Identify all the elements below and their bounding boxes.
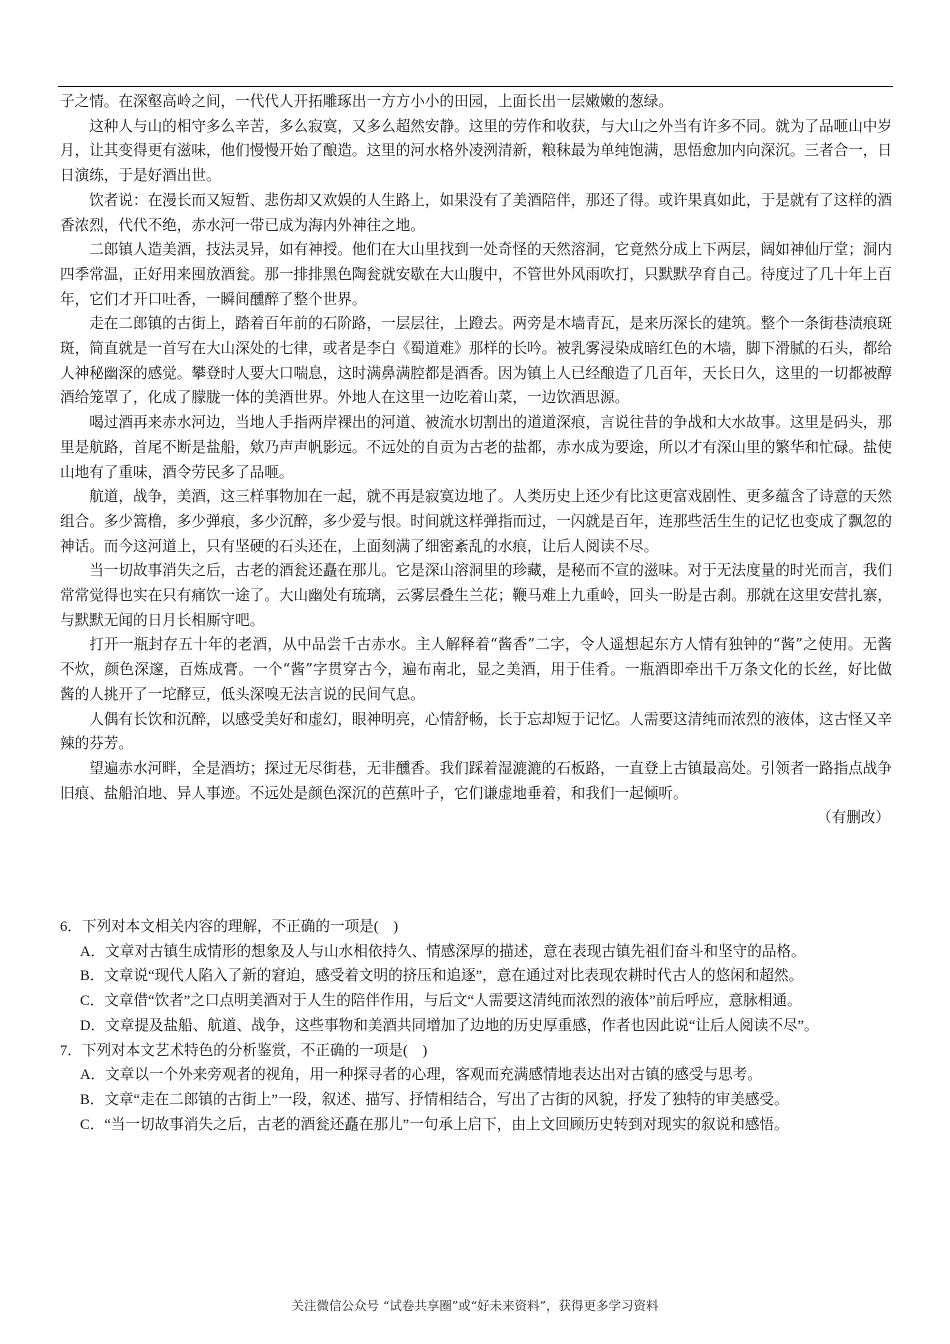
paragraph-0: 子之情。在深壑高岭之间，一代代人开拓雕琢出一方方小小的田园，上面长出一层嫩嫩的葱绿。: [60, 93, 673, 110]
question-6-option-b: B．文章说“现代人陷入了新的窘迫，感受着文明的挤压和追逐”，意在通过对比表现农耕时代古人的悠闲和超然。: [80, 968, 804, 985]
question-6-option-c: C．文章借“饮者”之口点明美酒对于人生的陪伴作用，与后文“人需要这清纯而浓烈的液体”前后呼应，意脉相通。: [80, 993, 802, 1010]
question-7-option-b: B．文章“走在二郎镇的古街上”一段，叙述、描写、抒情相结合，写出了古街的风貌，抒发了独特的审美感受。: [80, 1091, 789, 1108]
paragraph-4: 走在二郎镇的古街上，踏着百年前的石阶路，一层层往，上蹬去。两旁是木墙青瓦，是来历深长的建筑。整个一条街巷渍痕斑斑，简直就是一首写在大山深处的七律，或者是李白《蜀道难》那样的长吟。被乳雾浸染成暗红色的木墙，脚下滑腻的石头，都给人神秘幽深的感觉。攀登时人要大口喘息，这时满鼻满腔都是酒香。因为镇上人已经酿造了几百年，天长日久，这里的一切都被醇酒给笼罩了，化成了朦胧一体的美酒世界。外地人在这里一边吃着山菜，一边饮酒思源。: [60, 315, 892, 407]
question-7-option-c: C．“当一切故事消失之后，古老的酒瓮还矗在那儿”一句承上启下，由上文回顾历史转到对现实的叙说和感悟。: [80, 1116, 789, 1133]
reading-passage: [60, 90, 892, 831]
paragraph-2: 饮者说：在漫长而又短暂、悲伤却又欢娱的人生路上，如果没有了美酒陪伴，那还了得。或许果真如此，于是就有了这样的酒香浓烈，代代不绝，赤水河一带已成为海内外神往之地。: [60, 191, 892, 234]
question-7-stem: 7．下列对本文艺术特色的分析鉴赏，不正确的一项是( ): [60, 1042, 428, 1059]
question-6-option-a: A．文章对古镇生成情形的想象及人与山水相依持久、情感深厚的描述，意在表现古镇先祖们奋斗和坚守的品格。: [80, 943, 806, 960]
paragraph-8: 打开一瓶封存五十年的老酒，从中品尝千古赤水。主人解释着“酱香”二字，令人遥想起东方人情有独钟的“酱”之使用。无酱不炊，颜色深邃，百炼成膏。一个“酱”字贯穿古今，遍布南北，显之美酒，用于佳肴。一瓶酒即牵出千万条文化的长丝，好比做酱的人挑开了一坨酵豆，低头深嗅无法言说的民间气息。: [60, 636, 892, 703]
paragraph-1: 这种人与山的相守多么辛苦，多么寂寞，又多么超然安静。这里的劳作和收获，与大山之外当有许多不同。就为了品咂山中岁月，让其变得更有滋味，他们慢慢开始了酿造。这里的河水格外凌洌清新，粮秣最为单纯饱满，思悟愈加内向深沉。三者合一，日日演练，于是好酒出世。: [60, 117, 892, 185]
source-note: （有删改）: [817, 809, 890, 827]
questions-section: [60, 915, 892, 1137]
paragraph-7: 当一切故事消失之后，古老的酒瓮还矗在那儿。它是深山溶洞里的珍藏，是秘而不宣的滋味。对于无法度量的时光而言，我们常常觉得也实在只有痛饮一途了。大山幽处有琉璃，云雾层叠生兰花；鞭马难上九重岭，回头一盼是古刹。那就在这里安营扎寨，与默默无闻的日月长相厮守吧。: [60, 562, 892, 629]
paragraph-3: 二郎镇人造美酒，技法灵异，如有神授。他们在大山里找到一处奇怪的天然溶洞，它竟然分成上下两层，阔如神仙厅堂；洞内四季常温，正好用来囤放酒瓮。那一排排黑色陶瓮就安歇在大山腹中，不管世外风雨吹打，只默默孕育自己。待度过了几十年上百年，它们才开口吐香，一瞬间醺醉了整个世界。: [60, 241, 892, 308]
question-7-option-a: A．文章以一个外来旁观者的视角，用一种探寻者的心理，客观而充满感情地表达出对古镇的感受与思考。: [80, 1067, 762, 1084]
paragraph-6: 航道，战争，美酒，这三样事物加在一起，就不再是寂寞边地了。人类历史上还少有比这更富戏剧性、更多蕴含了诗意的天然组合。多少篙橹，多少弹痕，多少沉醉，多少爱与恨。时间就这样弹指而过，一闪就是百年，连那些活生生的记忆也变成了飘忽的神话。而今这河道上，只有坚硬的石头还在，上面刻满了细密紊乱的水痕，让后人阅读不尽。: [60, 488, 892, 555]
paragraph-10: 望遍赤水河畔，全是酒坊；探过无尽街巷，无非醺香。我们踩着湿漉漉的石板路，一直登上古镇最高处。引领者一路指点战争旧痕、盐船泊地、异人事迹。不远处是颜色深沉的芭蕉叶子，它们谦虚地垂着，和我们一起倾听。: [60, 759, 892, 802]
question-6-stem: 6．下列对本文相关内容的理解，不正确的一项是( ): [60, 919, 399, 935]
question-6-option-d: D．文章提及盐船、航道、战争，这些事物和美酒共同增加了边地的历史厚重感，作者也因此说“让后人阅读不尽”。: [80, 1017, 819, 1034]
header-rule: [58, 86, 893, 87]
paragraph-9: 人偶有长饮和沉醉，以感受美好和虚幻，眼神明亮，心情舒畅，长于忘却短于记忆。人需要这清纯而浓烈的液体，这古怪又辛辣的芬芳。: [60, 710, 892, 753]
paragraph-5: 喝过酒再来赤水河边，当地人手指两岸裸出的河道、被流水切割出的道道深痕，言说往昔的争战和大水故事。这里是码头，那里是航路，首尾不断是盐船，欸乃声声帆影远。不远处的自贡为古老的盐都，赤水成为要途，所以才有深山里的繁华和忙碌。盐使山地有了重味，酒令劳民多了品咂。: [60, 414, 892, 481]
page-footer: 关注微信公众号 “试卷共享圈”或“好未来资料”，获得更多学习资料: [291, 1298, 659, 1313]
